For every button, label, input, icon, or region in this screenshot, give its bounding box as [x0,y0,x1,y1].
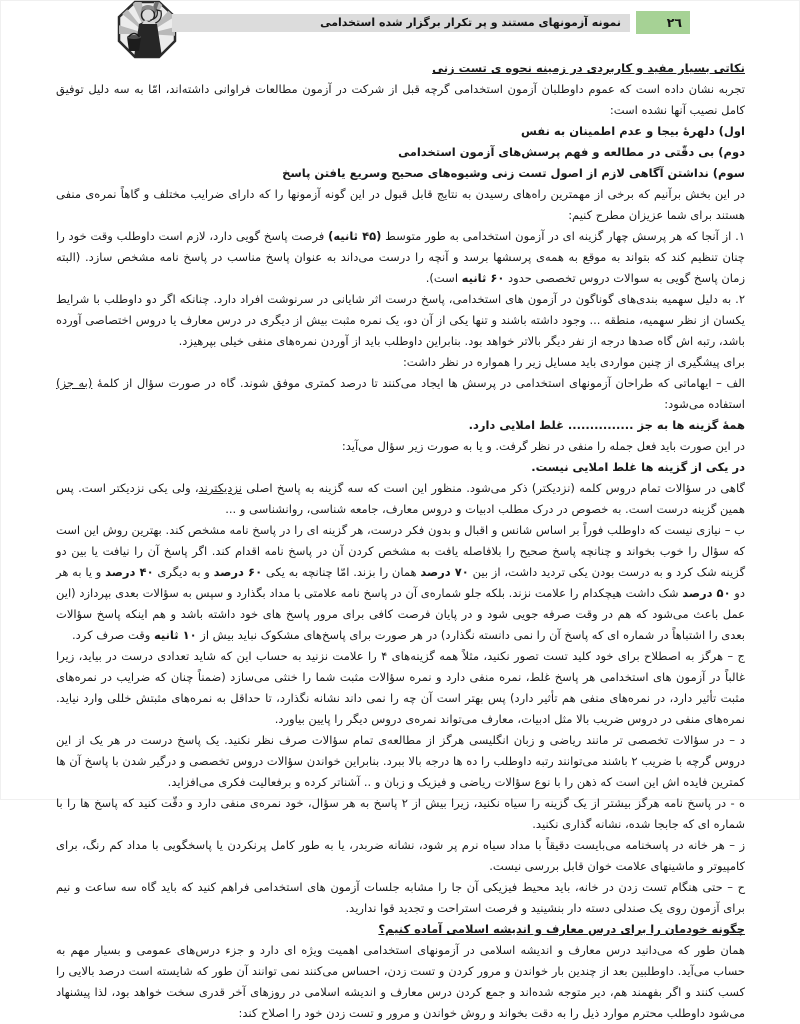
text-segment: همهٔ گزینه ها به جز ............... غلط املایی دارد. [468,418,745,432]
text-segment: همان را بزند. امّا چنانچه به یکی [262,565,421,579]
text-segment: دوم) بی دقّتی در مطالعه و فهم پرسش‌های آزمون استخدامی [398,145,745,159]
nearest-note [56,478,745,520]
text-segment: گاهی در سؤالات تمام دروس کلمه (نزدیکتر) ذکر می‌شود. منظور این است که سه گزینه به پاسخ اصلی [241,481,745,495]
item-ze [56,835,745,877]
example-sentence-1 [56,415,745,436]
example-note [56,436,745,457]
text-segment: در یکی از گزینه ها غلط املایی نیست. [531,460,745,474]
example-sentence-2 [56,457,745,478]
text-segment: برای پیشگیری از چنین مواردی باید مسایل زیر را همواره در نظر داشت: [402,355,745,369]
text-segment: ۵۰ درصد [682,586,731,600]
text-segment: ۶۰ ثانیه [461,271,505,285]
text-segment: ، ولی یکی نزدیکتر است. پس همین گزینه درست است. به خصوص در درک مطلب ادبیات و دروس معارف، جامعه شناسی، روانشناسی و ... [56,481,745,516]
text-segment: ۲. به دلیل سهمیه بندی‌های گوناگون در آزمون های استخدامی، پاسخ درست اثر شایانی در سرنوشت افراد دارد. چنانکه اگر دو داوطلب با شرایط یکسان از نظر سهمیه، منطقه ... وجود داشته باشند و تنها یکی از آن دو، یک نمره مثبت بیش از دیگری در درس معارف یا دروس اختصاصی آورده باشد، رتبه اش گاه صدها درجه از نفر دیگر بالاتر خواهد بود. بنابراین داوطلب باید از آوردن نمره‌های منفی خیلی بپرهیزد. [56,292,745,348]
text-segment: استفاده می‌شود: [664,397,745,411]
document-body [56,58,745,1024]
text-segment: ه - در پاسخ نامه هرگز بیشتر از یک گزینه را سیاه نکنید، زیرا بیش از ۲ پاسخ به هر سؤال، خود نمره‌ی منفی دارد و دقّت کنید که پاسخ ها را با شماره ای که جابجا شده، نشانه گذاری نکنید. [56,796,745,831]
text-segment: است). [425,271,462,285]
section-heading-maaref [56,919,745,940]
text-segment: نکاتی بسیار مفید و کاربردی در زمینه نحوه ی تست زنی [432,61,745,75]
text-segment: در این بخش برآنیم که برخی از مهمترین راه‌های رسیدن به نتایج قابل قبول در این گونه آزمونها را که دارای ضرایب مختلف و گاهاً نمره‌ی منفی هستند برای شما عزیزان مطرح کنیم: [56,187,745,222]
item-dal [56,730,745,793]
maaref-paragraph [56,940,745,1024]
item-jim [56,646,745,730]
text-segment: (۴۵ ثانیه) [328,229,382,243]
page-number-badge [636,11,690,34]
text-segment: ۱۰ ثانیه [153,628,197,642]
reason-third [56,163,745,184]
text-segment: اول) دلهرهٔ بیجا و عدم اطمینان به نفس [521,124,745,138]
text-segment: ۶۰ درصد [213,565,263,579]
reason-first [56,121,745,142]
text-segment: شک داشت هیچکدام را علامت نزند. بلکه جلو شماره‌ی آن در پاسخ نامه علامتی با مداد بگذارد و سپس به سؤالات بعدی بپردازد (این عمل باعث می‌شود که هم در وقت صرفه جویی شود و در پایان فرصت کافی برای مرور پاسخ های خود داشته باشد و هم اینکه پاسخ سؤالات بعدی را اشتباهاً در شماره ای که پاسخ آن را نمی دانسته نگذارد) در هر صورت برای پاسخ‌های مشکوک نباید بیش از [56,586,745,642]
tip-2 [56,289,745,352]
window-cleaner-badge-icon [115,0,179,60]
text-segment: ۷۰ درصد [420,565,469,579]
page-header [0,0,800,56]
intro-paragraph [56,79,745,121]
text-segment: ب – نیازی نیست که داوطلب فوراً بر اساس شانس و اقبال و بدون فکر درست، هر گزینه ای را در پاسخ نامه مشخص کند. بهترین روش این است که سؤال را خوب بخواند و چنانچه پاسخ صحیح را بلافاصله یافت به مشخص کردن آن در پاسخ نامه اقدام کند. اگر پاسخ آن را نیافت یا بین دو گزینه شک کرد و به درست بودن یکی تردید داشت، از بین [56,523,746,579]
text-segment: فرصت پاسخ گویی دارد، لازم است داوطلب وقت خود را چنان تنظیم کند که بتواند به موقع به همه‌ی پرسشها برسد و آنچه را درست می‌داند به عنوان پاسخ مناسب در پاسخ نامه مشخص سازد. (البته زمان پاسخ گویی به سوالات دروس تخصصی حدود [56,229,745,285]
text-segment: در این صورت باید فعل جمله را منفی در نظر گرفت. و یا به صورت زیر سؤال می‌آید: [341,439,745,453]
item-he [56,793,745,835]
text-segment: ز – هر خانه در پاسخنامه می‌بایست دقیقاً با مداد سیاه نرم پر شود، نشانه ضربدر، یا به طور کامل پرنکردن یا پاسخگویی با مداد کم رنگ، برای کامپیوتر و ماشینهای علامت خوان قابل بررسی نیست. [56,838,745,873]
item-be [56,520,745,646]
text-segment: تجربه نشان داده است که عموم داوطلبان آزمون استخدامی گرچه قبل از شرکت در آزمون مطالعات فراوانی داشته‌اند، امّا به سه دلیل توفیق کامل نصیب آنها نشده است: [56,82,745,117]
text-segment: ۴۰ درصد [105,565,154,579]
text-segment: و یا به هر دو [56,565,745,600]
header-title-bar [172,14,630,32]
text-segment: نزدیکترند [198,481,242,495]
section-heading-test-tips [56,58,745,79]
text-segment: الف – ایهاماتی که طراحان آزمونهای استخدامی در پرسش ها ایجاد می‌کنند تا درصد کمتری موفق شوند. گاه در صورت سؤال از کلمهٔ [92,376,745,390]
text-segment: ح – حتی هنگام تست زدن در خانه، باید محیط فیزیکی آن جا را مشابه جلسات آزمون های استخدامی فراهم کنید که باید گاه سه ساعت و نیم برای آزمون روی یک صندلی دسته دار بنشینید و فرصت استراحت و تجدید قوا ندارید. [56,880,745,915]
reason-second [56,142,745,163]
item-alef [56,373,745,415]
page-number: ٢٦ [666,15,682,30]
text-segment: د – در سؤالات تخصصی تر مانند ریاضی و زبان انگلیسی هرگز از مطالعه‌ی تمام سؤالات صرف نظر نکنید. یک پاسخ درست در هر یک از این دروس گرچه با ضریب ۲ باشند می‌توانند رتبه داوطلب را ده ها درجه بالا ببرد. بنابراین خواندن سؤالات دروس تخصصی و درگیر شدن با پاسخ آن ها کمترین فایده اش این است که ذهن را با نوع سؤالات ریاضی و فیزیک و زبان و .. آشناتر کرده و برفعالیت فکری می‌افزاید. [56,733,745,789]
tip-1 [56,226,745,289]
page-title: نمونه آزمونهای مستند و پر تکرار برگزار شده استخدامی [320,16,621,29]
text-segment: چگونه خودمان را برای درس معارف و اندیشه اسلامی آماده کنیم؟ [378,922,745,936]
text-segment: ۱. از آنجا که هر پرسش چهار گزینه ای در آزمون استخدامی به طور متوسط [381,229,745,243]
prevention-intro [56,352,745,373]
text-segment: ج – هرگز به اصطلاح برای خود کلید تست تصور نکنید، مثلاً همه گزینه‌های ۴ را علامت نزنید به حساب این که شاید تعدادی درست در بیاید، زیرا غالباً در آزمون های استخدامی هر پاسخ غلط، نمره منفی دارد و نمره سؤالات مثبت شما را خنثی می‌سازد (ضمناً چنان که ضرایب در نمره‌های مثبت تأثیر دارد، در نمره‌های منفی هم تأثیر دارد) پس بهتر است آن چه را نمی داند نشانه نگذارد، تا حداقل به نمره‌های مثبتش خللی وارد نیاید. نمره‌های منفی در دروس ضریب بالا مثل ادبیات، معارف می‌تواند نمره‌ی دروس دیگر را پایین بیاورد. [56,649,745,726]
text-segment: سوم) نداشتن آگاهی لازم از اصول تست زنی وشیوه‌های صحیح وسریع یافتن پاسخ [282,166,745,180]
text-segment: همان طور که می‌دانید درس معارف و اندیشه اسلامی در آزمونهای استخدامی اهمیت ویژه ای دارد و جزء درس‌های عمومی و بسیار مهم به حساب می‌آید. داوطلبین بعد از چندین بار خواندن و مرور کردن و تست زدن، احساس می‌کنند نمی توانند آن طور که شایسته است درصد بالایی را کسب کنند و اگر بفهمند هم، دیر متوجه شده‌اند و جمع کردن درس معارف و اندیشه اسلامی در روزهای آخر قدری سخت خواهد بود، لذا پیشنهاد می‌شود داوطلب محترم موارد ذیل را به دقت بخواند و روش خواندن و مرور و تست زدن خود را اصلاح کند: [56,943,745,1020]
text-segment: وقت صرف کرد. [72,628,154,642]
section-intro [56,184,745,226]
text-segment: (به جز) [56,376,93,390]
text-segment: و به دیگری [153,565,214,579]
item-hhe [56,877,745,919]
